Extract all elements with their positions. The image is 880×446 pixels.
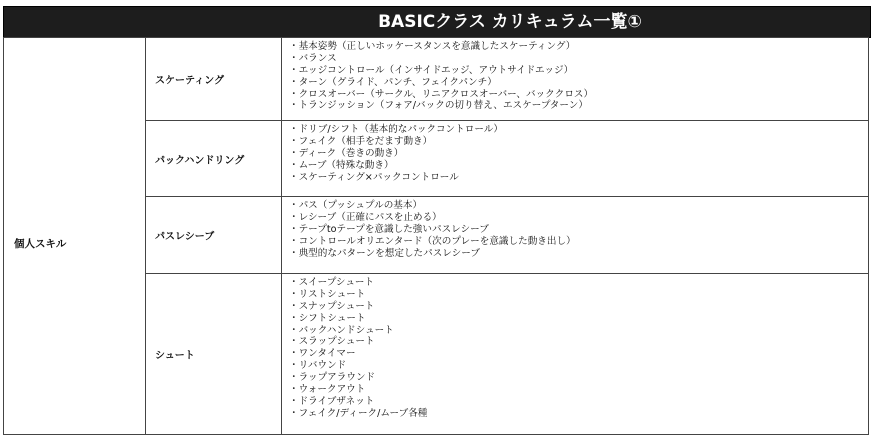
section-label-cell bbox=[146, 274, 282, 434]
skill-item: ・ムーブ（特殊な動き） bbox=[289, 159, 394, 171]
skill-item: ・シフトシュート bbox=[289, 312, 366, 324]
section-label-cell bbox=[146, 121, 282, 196]
curriculum-table bbox=[3, 37, 869, 435]
section-row-shoot bbox=[146, 274, 868, 434]
section-row-puck-handling bbox=[146, 121, 868, 197]
skill-item: ・パス（プッシュプルの基本） bbox=[289, 200, 423, 211]
skill-item: ・トランジッション（フォア/バックの切り替え、エスケープターン） bbox=[289, 100, 588, 112]
skill-item: ・クロスオーバー（サークル、リニアクロスオーバー、バッククロス） bbox=[289, 88, 594, 100]
skill-item: ・コントロールオリエンタード（次のプレーを意識した動き出し） bbox=[289, 235, 576, 247]
skill-item: ・ラップアラウンド bbox=[289, 372, 376, 384]
skill-item: ・レシーブ（正確にパスを止める） bbox=[289, 211, 442, 223]
skill-item: ・基本姿勢（正しいホッケースタンスを意識したスケーティング） bbox=[289, 41, 576, 52]
skill-item: ・ワンタイマー bbox=[289, 348, 356, 360]
category-label: 個人スキル bbox=[14, 238, 67, 250]
section-label: スケーティング bbox=[155, 75, 224, 87]
skill-item: ・スラップシュート bbox=[289, 336, 375, 348]
section-label-cell bbox=[146, 38, 282, 120]
skill-item: ・バックハンドシュート bbox=[289, 324, 394, 336]
skill-list bbox=[289, 41, 864, 112]
skill-item: ・ウォークアウト bbox=[289, 384, 366, 396]
skill-item: ・ターン（グライド、パンチ、フェイクパンチ） bbox=[289, 76, 497, 88]
section-label: パックハンドリング bbox=[155, 155, 245, 166]
skill-item: ・ドライブザネット bbox=[289, 395, 375, 407]
category-cell bbox=[4, 38, 146, 434]
skill-item: ・バランス bbox=[289, 52, 337, 64]
section-row-pass-receive bbox=[146, 197, 868, 274]
skill-item: ・テープtoテープを意識した強いパスレシーブ bbox=[289, 223, 489, 235]
skill-item: ・典型的なパターンを想定したパスレシーブ bbox=[289, 247, 480, 259]
skill-item: ・ドリブ/シフト（基本的なパックコントロール） bbox=[289, 124, 503, 135]
skill-item: ・リストシュート bbox=[289, 288, 366, 300]
skill-item: ・スケーティング×パックコントロール bbox=[289, 171, 459, 183]
skill-item: ・フェイク（相手をだます動き） bbox=[289, 135, 433, 147]
skill-item: ・リバウンド bbox=[289, 360, 347, 372]
skill-list bbox=[289, 200, 864, 259]
skill-list bbox=[289, 124, 864, 183]
skill-item: ・エッジコントロール（インサイドエッジ、アウトサイドエッジ） bbox=[289, 64, 574, 76]
header-bar bbox=[3, 6, 871, 38]
section-label: シュート bbox=[155, 350, 195, 362]
section-row-skating bbox=[146, 38, 868, 121]
skill-item: ・ディーク（巻きの動き） bbox=[289, 147, 404, 159]
section-label-cell bbox=[146, 197, 282, 273]
section-label: パスレシーブ bbox=[155, 231, 215, 243]
page-title: BASICクラス カリキュラム一覧① bbox=[378, 12, 642, 32]
skill-list bbox=[289, 277, 864, 420]
skill-item: ・フェイク/ディーク/ムーブ各種 bbox=[289, 407, 428, 419]
skill-item: ・スナップシュート bbox=[289, 300, 375, 312]
skill-item: ・スイープシュート bbox=[289, 277, 375, 288]
